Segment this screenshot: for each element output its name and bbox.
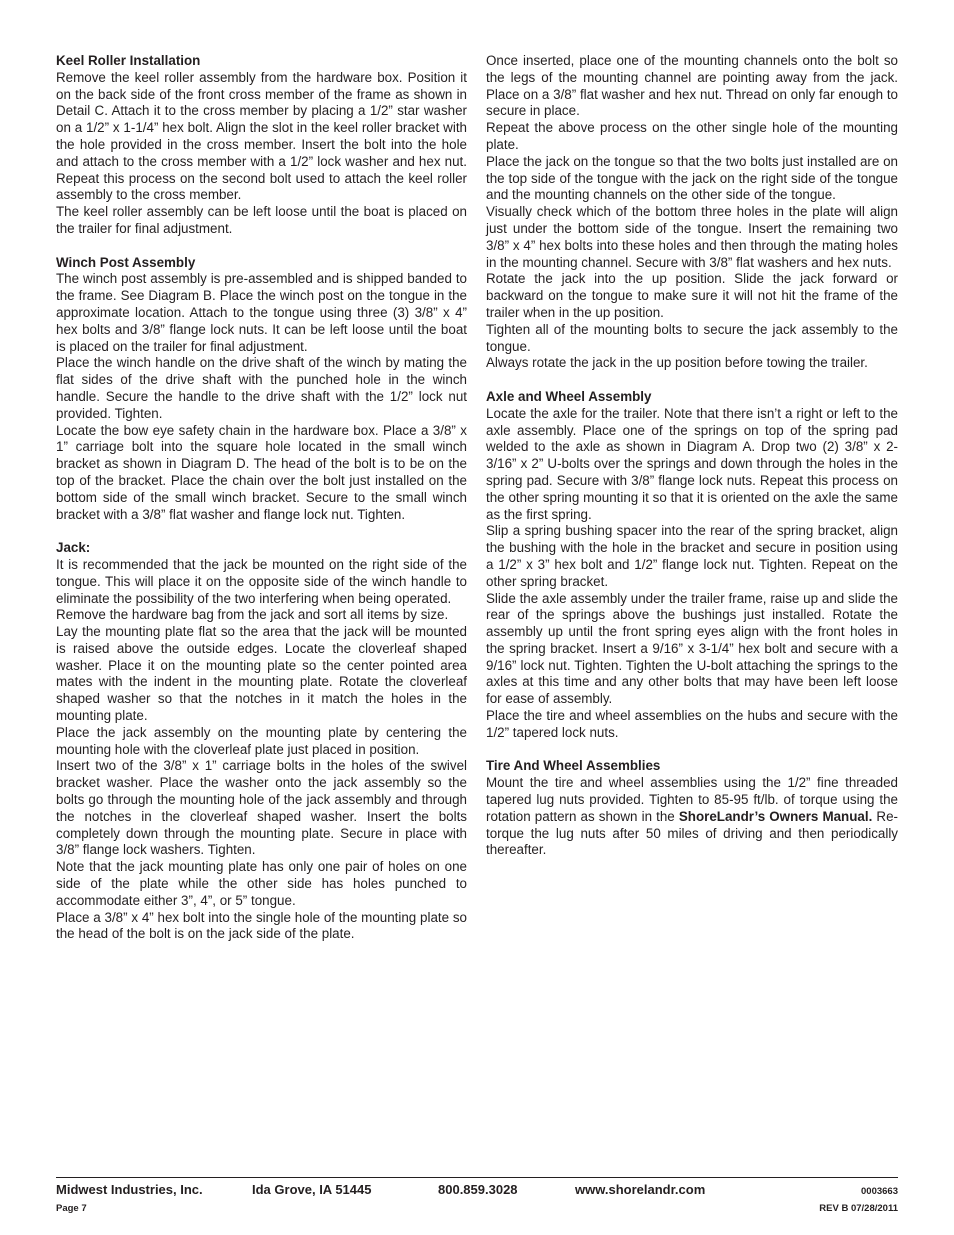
jack-paragraph-3: Lay the mounting plate flat so the area that the jack will be mounted is raised above the outside edges. Locate the cloverleaf shaped washer. Place it on the mounting plate so the center pointed area mates with the indent in the mounting plate. Rotate the cloverleaf shaped washer so that the notches in it match the holes in the mounting plate.: [56, 624, 467, 724]
tire-wheel-heading: Tire And Wheel Assemblies: [486, 758, 661, 774]
jack-paragraph-6: Note that the jack mounting plate has only one pair of holes on one side of the plate while the other side has holes punched to accommodate either 3”, 4”, or 5” tongue.: [56, 859, 467, 908]
jack-continued-paragraph-7: Always rotate the jack in the up position before towing the trailer.: [486, 355, 868, 371]
tire-wheel-text-end: Re-torque the lug nuts after 50 miles of driving and then periodically thereafter.: [486, 808, 898, 858]
keel-roller-heading: Keel Roller Installation: [56, 53, 201, 68]
axle-wheel-heading: Axle and Wheel Assembly: [486, 388, 652, 404]
jack-continued-paragraph-3: Place the jack on the tongue so that the two bolts just installed are on the top side of the tongue with the jack on the right side of the tongue and the mounting channels on the other side of the tongue.: [486, 153, 898, 203]
tire-wheel-paragraph-1: [486, 775, 898, 859]
axle-wheel-paragraph-3: Slide the axle assembly under the trailer frame, raise up and slide the rear of the springs above the bushings just installed. Rotate the assembly up until the front spring eyes align with the front holes in the spring bracket. Insert a 9/16” x 3-1/4” hex bolt and secure with a 9/16” lock nut. Tighten. Tighten the U-bolt attaching the springs to the axles at this time and any other bolts that may have been left loose for ease of assembly.: [486, 590, 898, 707]
winch-post-paragraph-3: Locate the bow eye safety chain in the hardware box. Place a 3/8” x 1” carriage bolt into the square hole located in the small winch bracket as shown in Diagram D. The head of the bolt is to be on the top of the bracket. Place the chain over the bolt just installed on the bottom side of the small winch bracket. Secure to the small winch bracket with a 3/8” flat washer and flange lock nut. Tighten.: [56, 422, 467, 522]
footer-phone: 800.859.3028: [438, 1182, 518, 1197]
winch-post-section: [56, 255, 467, 524]
jack-heading: Jack:: [56, 540, 91, 556]
tire-wheel-text-start: Mount the tire and wheel assemblies using the 1/2” fine threaded tapered lug nuts provided. Tighten to 85-95 ft/lb. of torque using the rotation pattern as shown in the: [486, 775, 898, 824]
jack-paragraph-7: Place a 3/8” x 4” hex bolt into the single hole of the mounting plate so the head of the bolt is on the jack side of the plate.: [56, 909, 467, 942]
footer-city: Ida Grove, IA 51445: [252, 1182, 372, 1197]
jack-continued-paragraph-1: Once inserted, place one of the mounting channels onto the bolt so the legs of the mounting channel are pointing away from the jack. Place on a 3/8” flat washer and hex nut. Thread on only far enough to secure in place.: [486, 53, 898, 119]
left-column: [56, 53, 467, 960]
axle-wheel-section: [486, 389, 898, 742]
keel-roller-paragraph-1: Remove the keel roller assembly from the hardware box. Position it on the back side of the front cross member of the frame as shown in Detail C. Attach it to the cross member by placing a 1/2” star washer on a 1/2” x 1-1/4” hex bolt. Align the slot in the keel roller bracket with the hole provided in the cross member. Insert the bolt into the hole and attach to the cross member with a 1/2” lock washer and hex nut. Repeat this process on the second bolt used to attach the keel roller assembly to the cross member.: [56, 69, 467, 203]
footer-page-number: Page 7: [56, 1203, 87, 1214]
jack-continued-section: [486, 53, 898, 372]
winch-post-paragraph-1: The winch post assembly is pre-assembled and is shipped banded to the frame. See Diagram B. Place the winch post on the tongue in the approximate location. Attach to the tongue using three (3) 3/8” x 4” hex bolts and 3/8” flange lock nuts. It can be left loose until the boat is placed on the trailer for final adjustment.: [56, 271, 467, 354]
jack-continued-paragraph-2: Repeat the above process on the other single hole of the mounting plate.: [486, 120, 898, 152]
footer-company: Midwest Industries, Inc.: [56, 1182, 203, 1197]
footer-divider: [56, 1177, 898, 1178]
keel-roller-section: [56, 53, 467, 238]
jack-continued-paragraph-6: Tighten all of the mounting bolts to secure the jack assembly to the tongue.: [486, 321, 898, 354]
tire-wheel-section: [486, 758, 898, 859]
axle-wheel-paragraph-4: Place the tire and wheel assemblies on the hubs and secure with the 1/2” tapered lock nuts.: [486, 708, 898, 740]
footer-document-number: 0003663: [861, 1186, 898, 1197]
jack-paragraph-2: Remove the hardware bag from the jack and sort all items by size.: [56, 607, 449, 623]
jack-continued-paragraph-4: Visually check which of the bottom three holes in the plate will align just under the bottom side of the tongue. Insert the remaining two 3/8” x 4” hex bolts into these holes and then through the mating holes in the mounting channel. Secure with 3/8” flat washers and hex nuts.: [486, 204, 898, 270]
jack-continued-paragraph-5: Rotate the jack into the up position. Slide the jack forward or backward on the tongue to make sure it will not hit the frame of the trailer when in the up position.: [486, 271, 898, 320]
owners-manual-reference: ShoreLandr’s Owners Manual.: [678, 808, 873, 824]
jack-section: [56, 540, 467, 943]
keel-roller-paragraph-2: The keel roller assembly can be left loose until the boat is placed on the trailer for final adjustment.: [56, 204, 467, 236]
footer-website: www.shorelandr.com: [575, 1182, 706, 1197]
axle-wheel-paragraph-1: Locate the axle for the trailer. Note that there isn’t a right or left to the axle assembly. Place one of the springs on top of the spring pad welded to the axle as shown in Diagram A. Drop two (2) 3/8” x 2-3/16” x 2” U-bolts over the springs and down through the holes in the spring pad. Secure with 3/8” flange lock nuts. Repeat this process on the other spring mounting it so that it is oriented on the axle the same as the first spring.: [486, 405, 898, 522]
right-column: [486, 53, 898, 876]
jack-paragraph-4: Place the jack assembly on the mounting plate by centering the mounting hole with the cloverleaf plate just placed in position.: [56, 724, 467, 757]
footer-revision: REV B 07/28/2011: [819, 1203, 898, 1214]
axle-wheel-paragraph-2: Slip a spring bushing spacer into the rear of the spring bracket, align the bushing with the hole in the bracket and secure in position using a 1/2” x 3” hex bolt and 1/2” flange lock nut. Tighten. Repeat on the other spring bracket.: [486, 523, 898, 589]
winch-post-heading: Winch Post Assembly: [56, 254, 196, 270]
jack-paragraph-5: Insert two of the 3/8” x 1” carriage bolts in the holes of the swivel bracket washer. Place the washer onto the jack assembly so the bolts go through the mounting hole of the jack assembly and through the notches in the cloverleaf shaped washer. Insert the bolts completely down through the mounting plate. Secure in place with 3/8” flange lock washers. Tighten.: [56, 758, 467, 858]
winch-post-paragraph-2: Place the winch handle on the drive shaft of the winch by mating the flat sides of the drive shaft with the punched hole in the winch handle. Secure the handle to the drive shaft with the 1/2” lock nut provided. Tighten.: [56, 355, 467, 421]
jack-paragraph-1: It is recommended that the jack be mounted on the right side of the tongue. This will place it on the opposite side of the winch handle to eliminate the possibility of the two interfering when being operated.: [56, 556, 467, 606]
